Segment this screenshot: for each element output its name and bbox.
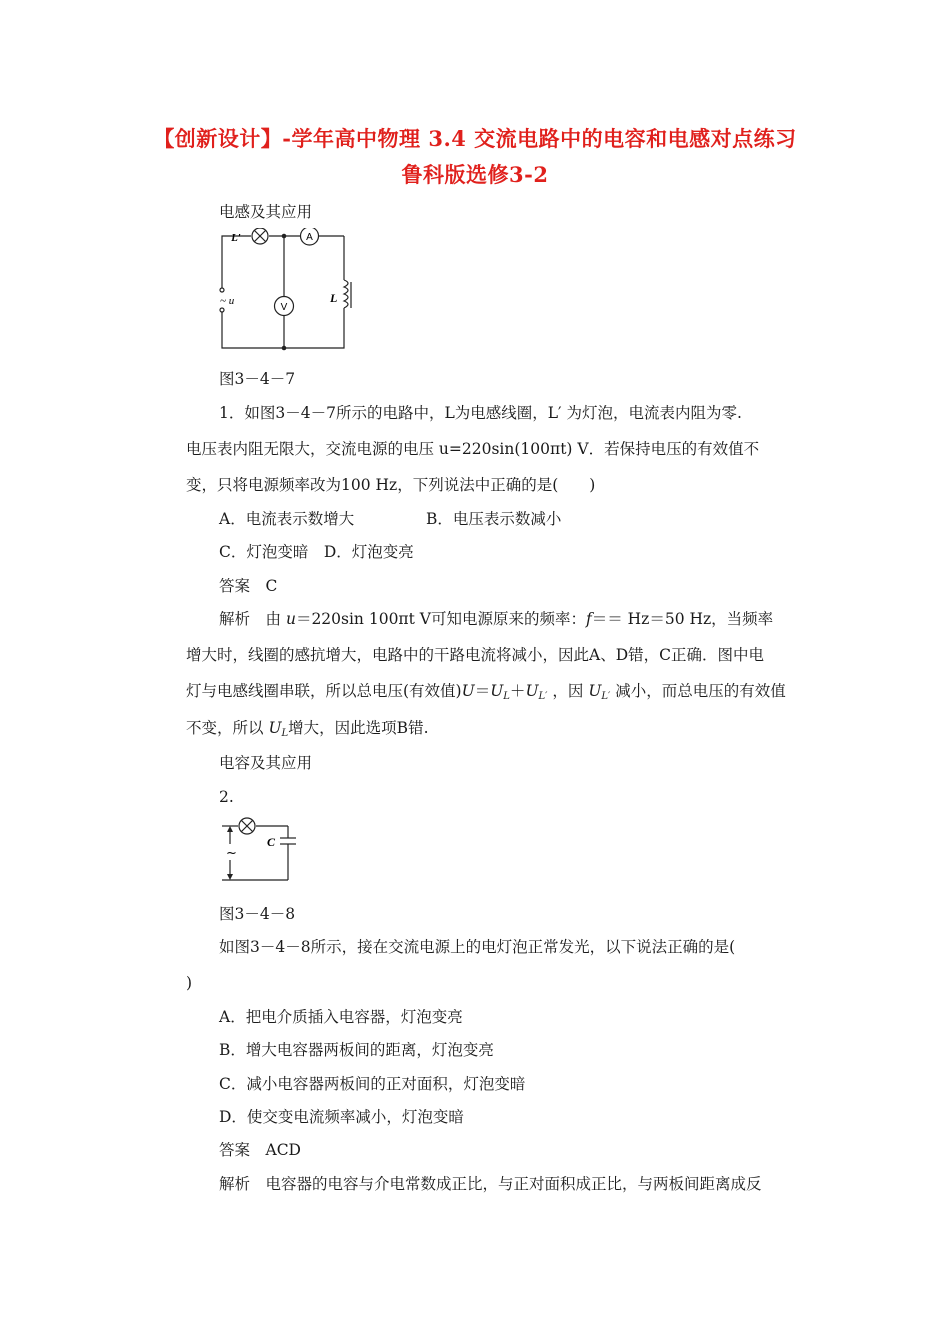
section-heading-capacitor: 电容及其应用 bbox=[219, 754, 313, 772]
q2-answer: 答案 ACD bbox=[219, 1141, 301, 1159]
q1-text-line3: 变，只将电源频率改为100 Hz，下列说法中正确的是( ) bbox=[186, 476, 596, 494]
q2-number: 2. bbox=[219, 788, 234, 806]
voltmeter-label: V bbox=[280, 302, 288, 313]
q1-text-line2: 电压表内阻无限大，交流电源的电压 u=220sin(100πt) V．若保持电压的有效值不 bbox=[186, 440, 760, 458]
ac-source-label: ~ bbox=[226, 846, 237, 861]
section-heading-inductor: 电感及其应用 bbox=[219, 203, 313, 221]
figure-caption-3-4-8: 图3－4－8 bbox=[219, 905, 296, 923]
q1-option-a: A．电流表示数增大 bbox=[219, 510, 355, 528]
q2-text-line1: 如图3－4－8所示，接在交流电源上的电灯泡正常发光，以下说法正确的是( bbox=[219, 938, 736, 956]
document-title-line1: 【创新设计】-学年高中物理 3.4 交流电路中的电容和电感对点练习 bbox=[153, 126, 797, 151]
q1-text-line1: 1．如图3－4－7所示的电路中，L为电感线圈，L′ 为灯泡，电流表内阻为零. bbox=[219, 404, 742, 422]
q1-analysis-line3: 灯与电感线圈串联，所以总电压(有效值)$U=U_L+U_{L'}$ ，因 $U_{L'}$ 减小，而总电压的有效值 bbox=[186, 682, 786, 702]
source-label: ~ u bbox=[220, 295, 235, 307]
circuit-figure-3-4-8 bbox=[212, 814, 302, 884]
q2-option-d: D．使交变电流频率减小，灯泡变暗 bbox=[219, 1108, 464, 1126]
q2-analysis-line1: 解析 电容器的电容与介电常数成正比，与正对面积成正比，与两板间距离成反 bbox=[219, 1175, 762, 1193]
q1-option-cd: C．灯泡变暗 D．灯泡变亮 bbox=[219, 543, 414, 561]
ammeter-label: A bbox=[306, 232, 313, 243]
inductor-label: L bbox=[330, 291, 338, 305]
circuit-figure-3-4-7 bbox=[212, 228, 362, 356]
q2-option-b: B．增大电容器两板间的距离，灯泡变亮 bbox=[219, 1041, 494, 1059]
q1-analysis-line2: 增大时，线圈的感抗增大，电路中的干路电流将减小，因此A、D错，C正确．图中电 bbox=[186, 646, 764, 664]
q2-option-a: A．把电介质插入电容器，灯泡变亮 bbox=[219, 1008, 463, 1026]
lamp-label: L′ bbox=[231, 232, 241, 244]
q1-analysis-line4: 不变，所以 $U_L$增大，因此选项B错. bbox=[186, 719, 429, 739]
document-title-line2: 鲁科版选修3-2 bbox=[401, 162, 549, 187]
q1-analysis-line1: 解析 由 u＝220sin 100πt V可知电源原来的频率：f＝＝ Hz＝50 Hz，当频率 bbox=[219, 610, 774, 628]
q1-answer: 答案 C bbox=[219, 577, 278, 595]
q2-text-line2: ) bbox=[186, 974, 193, 992]
q2-option-c: C．减小电容器两板间的正对面积，灯泡变暗 bbox=[219, 1075, 526, 1093]
q1-option-b: B．电压表示数减小 bbox=[426, 510, 562, 528]
capacitor-label: C bbox=[267, 835, 276, 849]
figure-caption-3-4-7: 图3－4－7 bbox=[219, 370, 296, 388]
